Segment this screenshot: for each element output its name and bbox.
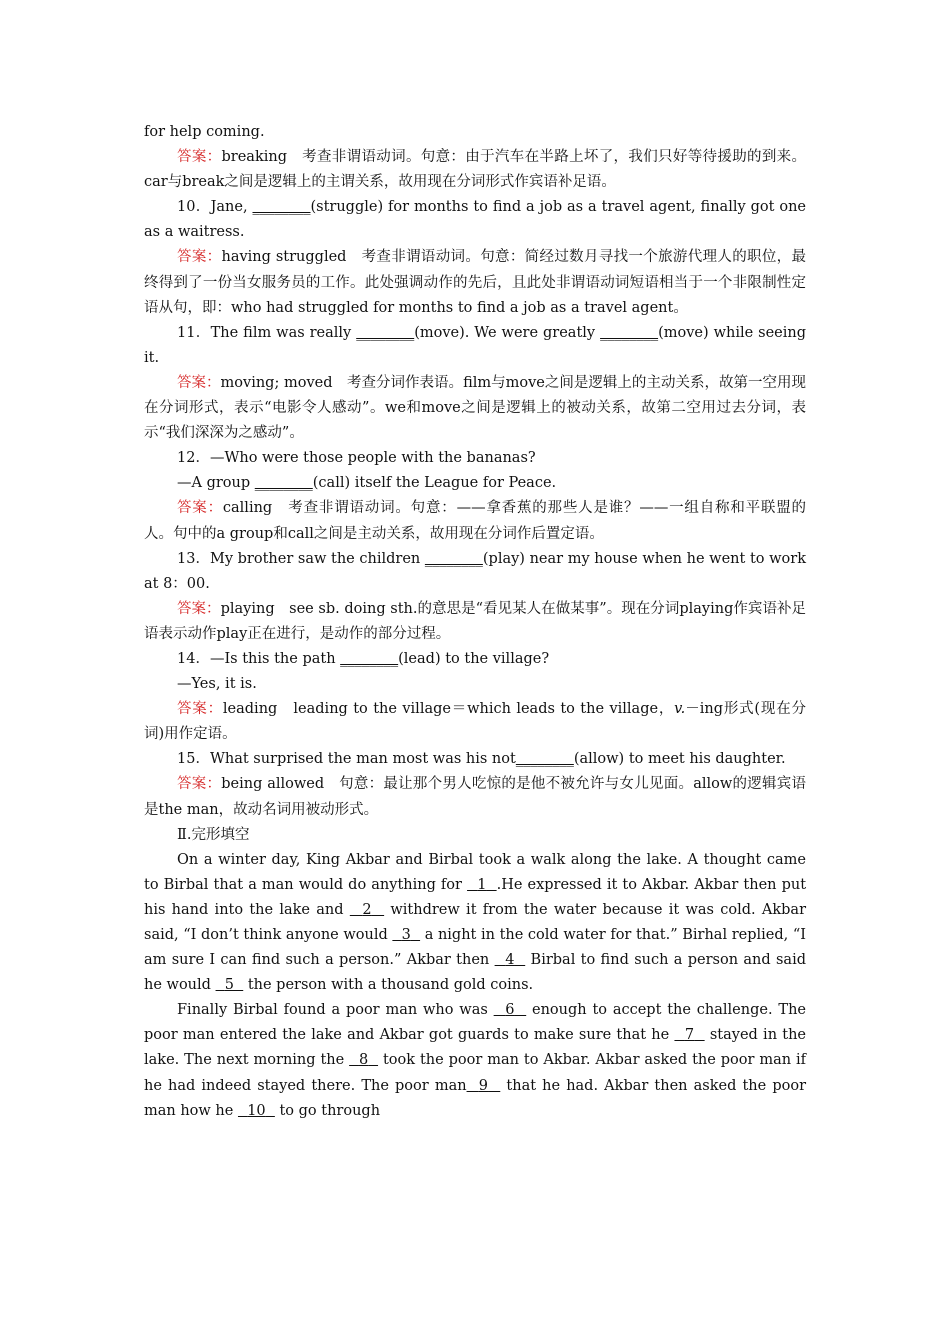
answer-label: 答案： (177, 374, 221, 391)
question-10: 10．Jane, ________(struggle) for months to find a job as a travel agent, finally got one as a waitress. (144, 199, 806, 241)
answer-label: 答案： (177, 500, 223, 517)
blank: ________ (252, 199, 311, 216)
cloze-blank-8: 8 (358, 1052, 369, 1069)
blank: ________ (515, 751, 574, 768)
cloze-blank-5: 5 (224, 977, 234, 994)
answer-14: 答案：leading leading to the village＝which leads to the village，v.－ing形式(现在分词)用作定语。 (144, 701, 806, 743)
answer-label: 答案： (177, 776, 222, 793)
cloze-blank-10: 10 (247, 1102, 266, 1119)
answer-label: 答案： (177, 600, 221, 617)
answer-12: 答案：calling 考查非谓语动词。句意：——拿香蕉的那些人是谁？——一组自称和平联盟的人。句中的a group和call之间是主动关系，故用现在分词作后置定语。 (144, 500, 807, 542)
cloze-paragraph-2: Finally Birbal found a poor man who was 6 enough to accept the challenge. The poor man entered the lake and Akbar got guards to make sure that he 7 stayed in the lake. The next morning the 8 took the poor man to Akbar. Akbar asked the poor man if he had indeed stayed there. The poor man 9 that he had. Akbar then asked the poor man how he 10 to go through (144, 1002, 807, 1119)
answer-15: 答案：being allowed 句意：最让那个男人吃惊的是他不被允许与女儿见面。allow的逻辑宾语是the man，故动名词用被动形式。 (144, 776, 807, 818)
answer-9: 答案：breaking 考查非谓语动词。句意：由于汽车在半路上坏了，我们只好等待援助的到来。car与break之间是逻辑上的主谓关系，故用现在分词形式作宾语补足语。 (144, 149, 807, 191)
question-14: 14．—Is this the path ________(lead) to the village? (177, 650, 550, 667)
question-13: 13．My brother saw the children ________(play) near my house when he went to work at 8：00. (144, 550, 806, 592)
answer-13: 答案：playing see sb. doing sth.的意思是“看见某人在做某事”。现在分词playing作宾语补足语表示动作play正在进行，是动作的部分过程。 (144, 600, 807, 642)
document-page (144, 120, 806, 1124)
cloze-blank-2: 2 (362, 901, 372, 918)
section-heading: Ⅱ.完形填空 (177, 826, 250, 843)
answer-label: 答案： (177, 249, 222, 266)
answer-label: 答案： (177, 701, 223, 718)
question-14-reply: —Yes, it is. (177, 676, 257, 693)
cloze-paragraph-1: On a winter day, King Akbar and Birbal took a walk along the lake. A thought came to Birbal that a man would do anything for 1 .He expressed it to Akbar. Akbar then put his hand into the lake and 2 withdrew it from the water because it was cold. Akbar said, “I don’t think anyone would 3 a night in the cold water for that.” Birhal replied, “I am sure I can find such a person.” Akbar then 4 Birbal to find such a person and said he would 5 the person with a thousand gold coins. (144, 851, 807, 994)
cloze-blank-3: 3 (401, 927, 411, 943)
question-12: 12．—Who were those people with the bananas? (177, 450, 536, 467)
answer-10: 答案：having struggled 考查非谓语动词。句意：简经过数月寻找一个旅游代理人的职位，最终得到了一份当女服务员的工作。此处强调动作的先后，且此处非谓语动词短语相当于一个非限制性定语从句，即：who had struggled for months to find a job as a travel agent。 (144, 249, 806, 316)
blank: ________ (340, 650, 399, 667)
question-15: 15．What surprised the man most was his not________(allow) to meet his daughter. (177, 751, 786, 768)
blank: ________ (254, 475, 313, 492)
question-12-reply: —A group ________(call) itself the League for Peace. (177, 475, 557, 492)
cloze-blank-6: 6 (505, 1002, 515, 1019)
cloze-blank-1: 1 (477, 876, 487, 893)
blank: ________ (600, 324, 659, 341)
cloze-blank-9: 9 (478, 1077, 489, 1094)
cloze-blank-7: 7 (684, 1027, 695, 1044)
answer-11: 答案：moving; moved 考查分词作表语。film与move之间是逻辑上的主动关系，故第一空用现在分词形式，表示“电影令人感动”。we和move之间是逻辑上的被动关系，故第二空用过去分词，表示“我们深深为之感动”。 (144, 374, 807, 442)
blank: ________ (356, 324, 415, 341)
cloze-blank-4: 4 (505, 952, 515, 969)
line-continuation: for help coming. (144, 124, 265, 140)
answer-label: 答案： (177, 149, 222, 166)
blank: ________ (424, 550, 483, 567)
question-11: 11．The film was really ________(move). We were greatly ________(move) while seeing it. (144, 324, 806, 366)
